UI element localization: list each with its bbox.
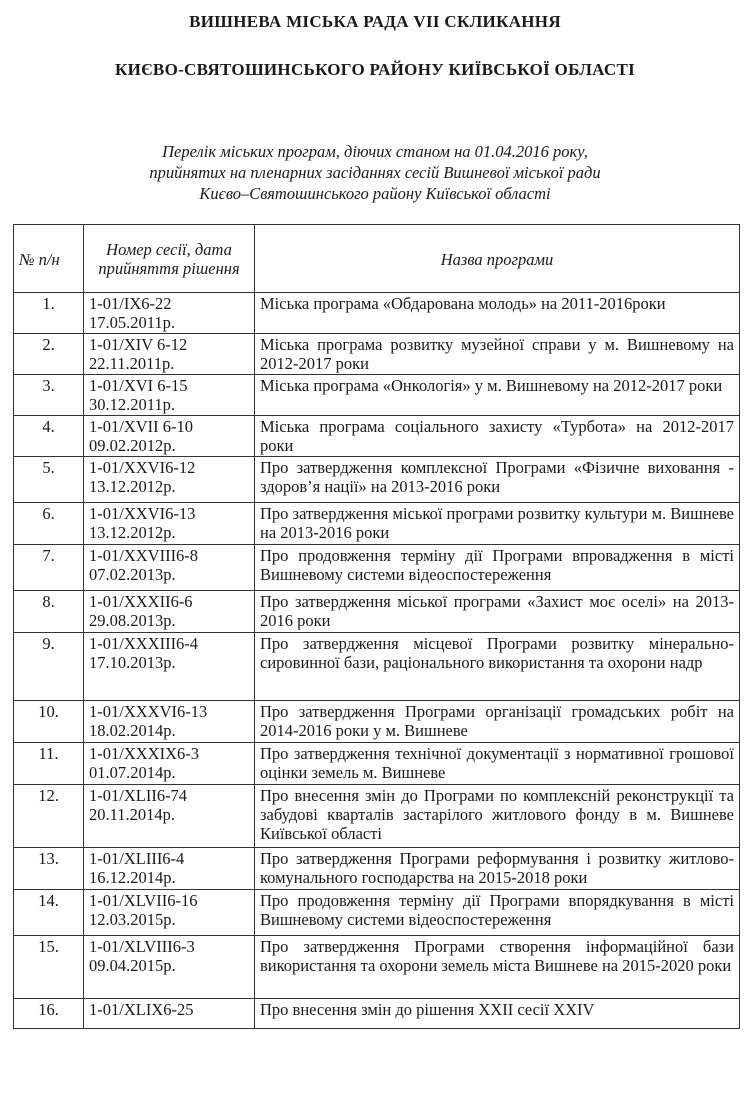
row-number: 11.: [14, 743, 84, 785]
row-session-number: 1-01/XXXII6-6: [89, 592, 193, 611]
row-session-date: 29.08.2013р.: [89, 611, 176, 630]
row-session-date: 01.07.2014р.: [89, 763, 176, 782]
row-session-number: 1-01/XVII 6-10: [89, 417, 194, 436]
table-row: [14, 890, 740, 936]
table-row: [14, 334, 740, 375]
row-number: 13.: [14, 848, 84, 890]
row-number: 15.: [14, 936, 84, 999]
row-session-cell: [84, 785, 255, 848]
row-number: 9.: [14, 633, 84, 701]
row-session-date: 13.12.2012р.: [89, 477, 176, 496]
row-session-cell: [84, 457, 255, 503]
row-program-name: Про продовження терміну дії Програми впорядкування в місті Вишневому системи відеоспостереження: [255, 890, 740, 936]
row-program-name: Про затвердження технічної документації з нормативної грошової оцінки земель м. Вишневе: [255, 743, 740, 785]
row-program-name: Про затвердження Програми реформування і розвитку житлово-комунального господарства на 2015-2018 роки: [255, 848, 740, 890]
table-row: [14, 293, 740, 334]
subtitle-line-2: прийнятих на пленарних засіданнях сесій Вишневої міської ради: [149, 163, 601, 182]
row-program-name: Міська програма розвитку музейної справи у м. Вишневому на 2012-2017 роки: [255, 334, 740, 375]
row-session-cell: [84, 334, 255, 375]
table-row: [14, 936, 740, 999]
table-row: [14, 457, 740, 503]
row-program-name: Про внесення змін до рішення XXII сесії XXIV: [255, 999, 740, 1029]
row-number: 10.: [14, 701, 84, 743]
row-session-cell: [84, 416, 255, 457]
row-number: 8.: [14, 591, 84, 633]
row-session-number: 1-01/XLVIII6-3: [89, 937, 195, 956]
row-session-cell: [84, 701, 255, 743]
row-session-cell: [84, 848, 255, 890]
table-row: [14, 633, 740, 701]
table-row: [14, 701, 740, 743]
row-number: 16.: [14, 999, 84, 1029]
row-program-name: Про затвердження Програми організації громадських робіт на 2014-2016 роки у м. Вишневе: [255, 701, 740, 743]
row-session-number: 1-01/XXVI6-12: [89, 458, 196, 477]
row-session-number: 1-01/XXVIII6-8: [89, 546, 199, 565]
row-number: 6.: [14, 503, 84, 545]
row-session-number: 1-01/XXXIII6-4: [89, 634, 199, 653]
row-program-name: Про затвердження комплексної Програми «Фізичне виховання - здоров’я нації» на 2013-2016 роки: [255, 457, 740, 503]
row-session-number: 1-01/XLIX6-25: [89, 1000, 194, 1019]
row-program-name: Про затвердження Програми створення інформаційної бази використання та охорони земель міста Вишневе на 2015-2020 роки: [255, 936, 740, 999]
table-row: [14, 503, 740, 545]
row-session-date: 12.03.2015р.: [89, 910, 176, 929]
column-header-session: Номер сесії, дата прийняття рішення: [84, 225, 255, 293]
document-header-council: ВИШНЕВА МІСЬКА РАДА VII СКЛИКАННЯ: [189, 12, 561, 31]
table-row: [14, 743, 740, 785]
row-session-cell: [84, 375, 255, 416]
row-session-date: 17.10.2013р.: [89, 653, 176, 672]
row-session-number: 1-01/XLII6-74: [89, 786, 188, 805]
table-row: [14, 545, 740, 591]
row-program-name: Міська програма соціального захисту «Турбота» на 2012-2017 роки: [255, 416, 740, 457]
row-session-date: 09.02.2012р.: [89, 436, 176, 455]
row-session-number: 1-01/XIV 6-12: [89, 335, 188, 354]
row-session-cell: [84, 743, 255, 785]
subtitle-line-1: Перелік міських програм, діючих станом на 01.04.2016 року,: [162, 142, 588, 161]
row-program-name: Міська програма «Онкологія» у м. Вишневому на 2012-2017 роки: [255, 375, 740, 416]
row-session-number: 1-01/XXXVI6-13: [89, 702, 208, 721]
row-number: 7.: [14, 545, 84, 591]
row-number: 3.: [14, 375, 84, 416]
row-session-date: 17.05.2011р.: [89, 313, 176, 332]
table-header-row: [14, 225, 740, 293]
row-session-date: 07.02.2013р.: [89, 565, 176, 584]
row-number: 14.: [14, 890, 84, 936]
column-header-program-name: Назва програми: [255, 225, 740, 293]
row-session-date: 18.02.2014р.: [89, 721, 176, 740]
row-session-number: 1-01/XVI 6-15: [89, 376, 188, 395]
row-session-date: 09.04.2015р.: [89, 956, 176, 975]
row-program-name: Про продовження терміну дії Програми впровадження в місті Вишневому системи відеоспостереження: [255, 545, 740, 591]
row-session-number: 1-01/XXXIX6-3: [89, 744, 199, 763]
row-program-name: Про внесення змін до Програми по комплексній реконструкції та забудові кварталів застарілого житлового фонду в м. Вишневе Київської області: [255, 785, 740, 848]
row-session-date: 22.11.2011р.: [89, 354, 175, 373]
row-session-cell: [84, 545, 255, 591]
row-session-cell: [84, 999, 255, 1029]
document-header-region: КИЄВО-СВЯТОШИНСЬКОГО РАЙОНУ КИЇВСЬКОЇ ОБЛАСТІ: [114, 60, 636, 79]
row-session-number: 1-01/IX6-22: [89, 294, 172, 313]
table-row: [14, 999, 740, 1029]
table-row: [14, 591, 740, 633]
column-header-number: № п/н: [14, 225, 84, 293]
row-number: 5.: [14, 457, 84, 503]
row-session-number: 1-01/XLIII6-4: [89, 849, 185, 868]
table-row: [14, 785, 740, 848]
row-session-date: 13.12.2012р.: [89, 523, 176, 542]
row-session-cell: [84, 293, 255, 334]
row-session-date: 30.12.2011р.: [89, 395, 176, 414]
row-session-cell: [84, 503, 255, 545]
row-session-date: 20.11.2014р.: [89, 805, 176, 824]
row-program-name: Міська програма «Обдарована молодь» на 2011-2016роки: [255, 293, 740, 334]
row-session-cell: [84, 633, 255, 701]
row-program-name: Про затвердження місцевої Програми розвитку мінерально-сировинної бази, раціонального використання та охорони надр: [255, 633, 740, 701]
row-program-name: Про затвердження міської програми розвитку культури м. Вишневе на 2013-2016 роки: [255, 503, 740, 545]
row-session-date: 16.12.2014р.: [89, 868, 176, 887]
table-row: [14, 848, 740, 890]
subtitle-line-3: Києво–Святошинського району Київської області: [199, 184, 551, 203]
programs-table: [13, 224, 740, 1029]
row-session-number: 1-01/XXVI6-13: [89, 504, 196, 523]
row-program-name: Про затвердження міської програми «Захист моє оселі» на 2013-2016 роки: [255, 591, 740, 633]
row-number: 4.: [14, 416, 84, 457]
table-row: [14, 375, 740, 416]
document-subtitle: [0, 141, 750, 204]
table-row: [14, 416, 740, 457]
row-number: 2.: [14, 334, 84, 375]
row-session-cell: [84, 890, 255, 936]
row-session-cell: [84, 591, 255, 633]
row-number: 1.: [14, 293, 84, 334]
row-session-number: 1-01/XLVII6-16: [89, 891, 198, 910]
row-session-cell: [84, 936, 255, 999]
row-number: 12.: [14, 785, 84, 848]
